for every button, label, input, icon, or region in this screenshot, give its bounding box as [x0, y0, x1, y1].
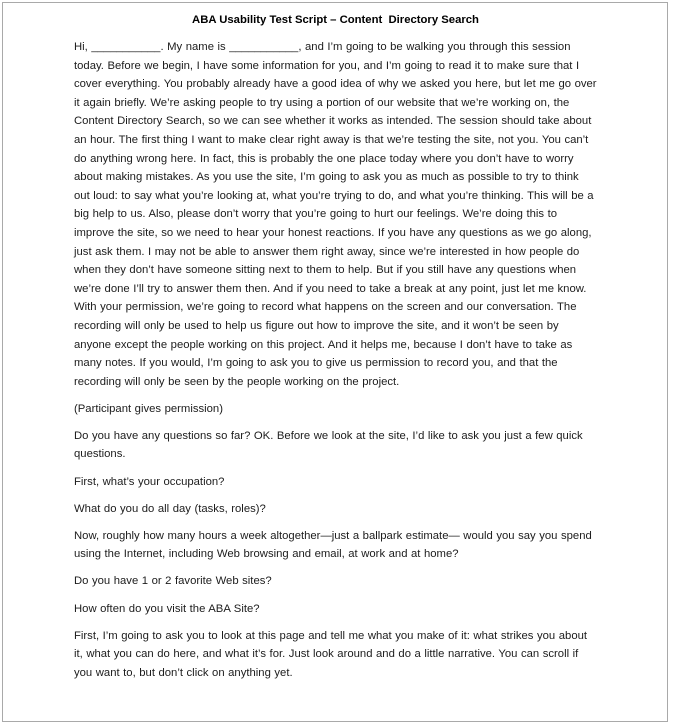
script-paragraph-favorites: Do you have 1 or 2 favorite Web sites?: [74, 575, 272, 588]
document-page: [2, 2, 668, 722]
script-paragraph-firstlook: First, I’m going to ask you to look at this page and tell me what you make of it: what strikes you about it, what you can do here, and what it’s for. Just look around and do a little narrative. You can scroll if you want to, but don’t click on anything yet.: [74, 629, 588, 679]
script-paragraph-occupation: First, what’s your occupation?: [74, 475, 225, 488]
script-paragraph-questions: Do you have any questions so far? OK. Before we look at the site, I’d like to ask you just a few quick questions.: [74, 429, 583, 461]
script-paragraph-tasks: What do you do all day (tasks, roles)?: [74, 502, 266, 515]
script-paragraph-intro: Hi, ___________. My name is ___________, and I’m going to be walking you through this session today. Before we begin, I have some information for you, and I’m going to read it to make sure that I cover everything. You probably already have a good idea of why we asked you here, but let me go over it again briefly. We’re asking people to try using a portion of our website that we’re working on, the Content Directory Search, so we can see whether it works as intended. The session should take about an hour. The first thing I want to make clear right away is that we’re testing the site, not you. You can’t do anything wrong here. In fact, this is probably the one place today where you don’t have to worry about making mistakes. As you use the site, I’m going to ask you as much as possible to try to think out loud: to say what you’re looking at, what you’re trying to do, and what you’re thinking. This will be a big help to us. Also, please don’t worry that you’re going to hurt our feelings. We’re doing this to improve the site, so we need to hear your honest reactions. If you have any questions as we go along, just ask them. I may not be able to answer them right away, since we’re interested in how people do when they don’t have someone sitting next to them to help. But if you still have any questions when we’re done I’ll try to answer them then. And if you need to take a break at any point, just let me know. With your permission, we’re going to record what happens on the screen and our conversation. The recording will only be used to help us figure out how to improve the site, and it won’t be seen by anyone except the people working on this project. And it helps me, because I don’t have to take as many notes. If you would, I’m going to ask you to give us permission to record you, and that the recording will only be seen by the people working on the project.: [74, 41, 597, 388]
script-paragraph-visits: How often do you visit the ABA Site?: [74, 602, 260, 615]
document-content: [3, 3, 667, 682]
document-title: ABA Usability Test Script – Content Directory Search: [192, 14, 479, 26]
script-paragraph-permission: (Participant gives permission): [74, 402, 223, 415]
script-paragraph-hours: Now, roughly how many hours a week altogether—just a ballpark estimate— would you say you spend using the Internet, including Web browsing and email, at work and at home?: [74, 529, 592, 561]
